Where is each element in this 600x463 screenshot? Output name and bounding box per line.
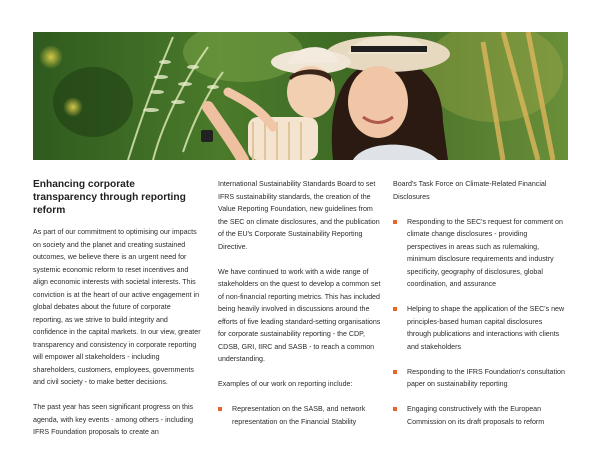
paragraph: As part of our commitment to optimising our impacts on society and the planet and creating sustained outcomes, we believe there is an urgent need for systemic economic reform to reset incentives and align economic interests with societal interests. This conviction is at the heart of our active engagement in global debates about the future of corporate reporting, as we strive to build integrity and confidence in the capital markets. In our view, greater transparency and consistency in corporate reporting will empower all stakeholders - including shareholders, customers, employees, governments and civil society - to make better decisions.	[33, 228, 201, 386]
bullet-square-icon	[393, 220, 397, 224]
bullet-text: Responding to the SEC's request for comment on climate change disclosures - providing perspectives in areas such as rulemaking, minimum disclosure requirements and industry specificity, geography of disclosures, global coordination, and assurance	[407, 217, 563, 288]
bullet-text: Engaging constructively with the European Commission on its draft proposals to reform	[407, 405, 545, 426]
bullet-square-icon	[393, 407, 397, 411]
column-2	[218, 178, 383, 428]
bullet-square-icon	[218, 407, 222, 411]
bullet-item	[393, 403, 565, 428]
paragraph: The past year has seen significant progress on this agenda, with key events - among others - including IFRS Foundation proposals to create an	[33, 403, 194, 436]
column-1	[33, 178, 201, 439]
bullet-text: Representation on the SASB, and network representation on the Financial Stability	[232, 405, 366, 426]
paragraph: International Sustainability Standards Board to set IFRS sustainability standards, the creation of the Value Reporting Foundation, new guidelines from the SEC on climate disclosures, and the publication of the EU's Corporate Sustainability Reporting Directive.	[218, 180, 380, 251]
bullet-square-icon	[393, 370, 397, 374]
bullet-square-icon	[393, 307, 397, 311]
bullet-text: Responding to the IFRS Foundation's consultation paper on sustainability reporting	[407, 367, 565, 388]
bullet-item	[393, 303, 565, 353]
paragraph: Board's Task Force on Climate-Related Financial Disclosures	[393, 180, 547, 201]
section-heading: Enhancing corporate transparency through reporting reform	[33, 179, 186, 216]
bullet-item	[393, 366, 565, 391]
bullet-item	[393, 216, 565, 291]
hero-photo	[33, 32, 568, 160]
bullet-item	[218, 403, 383, 428]
bullet-text: Helping to shape the application of the SEC's new principles-based human capital disclosures through publications and interactions with clients and stakeholders	[407, 305, 565, 351]
mother-and-child-photo	[33, 32, 568, 160]
column-3	[393, 178, 565, 428]
paragraph: Examples of our work on reporting include:	[218, 380, 353, 388]
paragraph: We have continued to work with a wide range of stakeholders on the quest to develop a common set of non-financial reporting metrics. This has included being heavily involved in discussions around the efforts of five leading standard-setting organisations for corporate sustainability reporting - the CDP, CDSB, GRI, IIRC and SASB - to reach a common understanding.	[218, 267, 381, 363]
